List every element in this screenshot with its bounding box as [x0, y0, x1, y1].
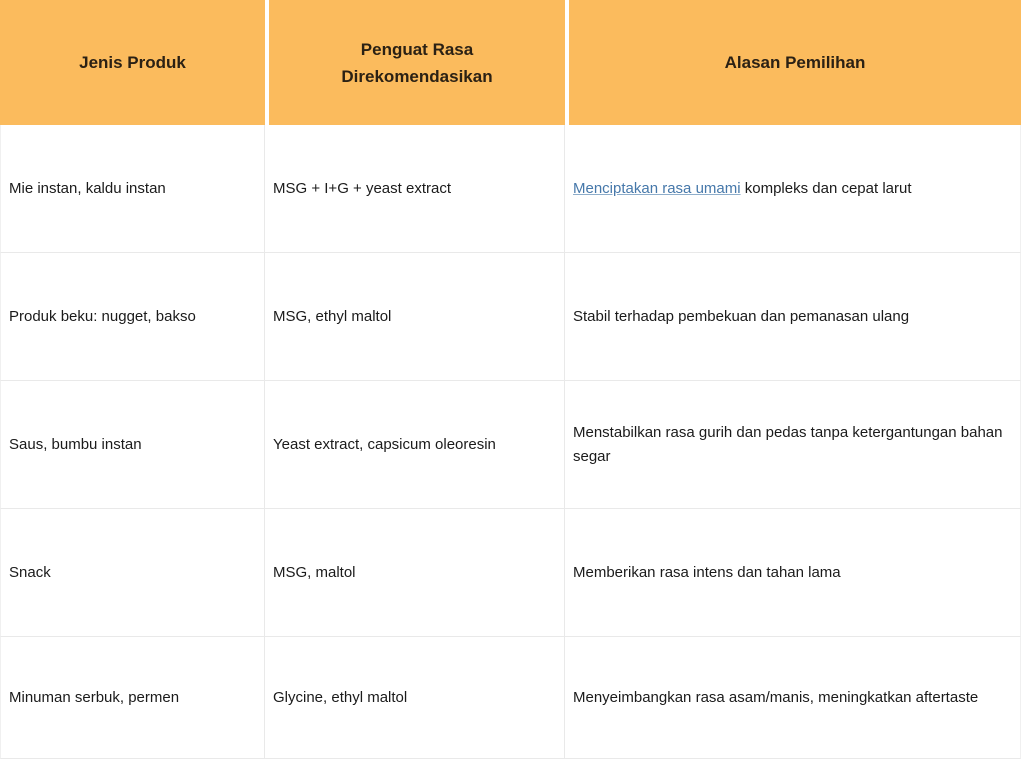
- header-label: Penguat Rasa Direkomendasikan: [341, 39, 493, 86]
- cell-text: Menyeimbangkan rasa asam/manis, meningkatkan aftertaste: [573, 688, 979, 706]
- header-label: Jenis Produk: [79, 53, 186, 72]
- header-cell-penguat-rasa: [265, 0, 565, 125]
- umami-link[interactable]: Menciptakan rasa umami: [573, 179, 741, 197]
- cell-text: Saus, bumbu instan: [9, 435, 142, 453]
- cell-penguat-rasa: [265, 509, 565, 637]
- cell-text: Stabil terhadap pembekuan dan pemanasan ulang: [573, 307, 910, 325]
- header-cell-alasan-pemilihan: [565, 0, 1021, 125]
- cell-text: MSG, maltol: [273, 563, 356, 581]
- cell-text-rest: kompleks dan cepat larut: [740, 179, 912, 197]
- cell-penguat-rasa: [265, 637, 565, 759]
- cell-text: Glycine, ethyl maltol: [273, 688, 408, 706]
- cell-jenis-produk: [0, 253, 265, 381]
- cell-alasan: [565, 253, 1021, 381]
- cell-alasan: [565, 509, 1021, 637]
- cell-text: Memberikan rasa intens dan tahan lama: [573, 563, 841, 581]
- cell-alasan: [565, 637, 1021, 759]
- cell-text: MSG, ethyl maltol: [273, 307, 392, 325]
- cell-text: Yeast extract, capsicum oleoresin: [273, 435, 496, 453]
- cell-text: Minuman serbuk, permen: [9, 688, 180, 706]
- cell-penguat-rasa: [265, 125, 565, 253]
- cell-jenis-produk: [0, 509, 265, 637]
- cell-penguat-rasa: [265, 253, 565, 381]
- header-label: Alasan Pemilihan: [724, 53, 866, 72]
- cell-text: Produk beku: nugget, bakso: [9, 307, 196, 325]
- cell-jenis-produk: [0, 125, 265, 253]
- cell-alasan: [565, 125, 1021, 253]
- cell-jenis-produk: [0, 637, 265, 759]
- cell-text: Mie instan, kaldu instan: [9, 179, 166, 197]
- cell-text: MSG + I+G + yeast extract: [273, 179, 451, 197]
- cell-alasan: [565, 381, 1021, 509]
- cell-text: Snack: [9, 563, 51, 581]
- cell-text: [573, 177, 912, 201]
- cell-text: Menstabilkan rasa gurih dan pedas tanpa ketergantungan bahan segar: [573, 423, 1003, 465]
- header-cell-jenis-produk: [0, 0, 265, 125]
- cell-penguat-rasa: [265, 381, 565, 509]
- cell-jenis-produk: [0, 381, 265, 509]
